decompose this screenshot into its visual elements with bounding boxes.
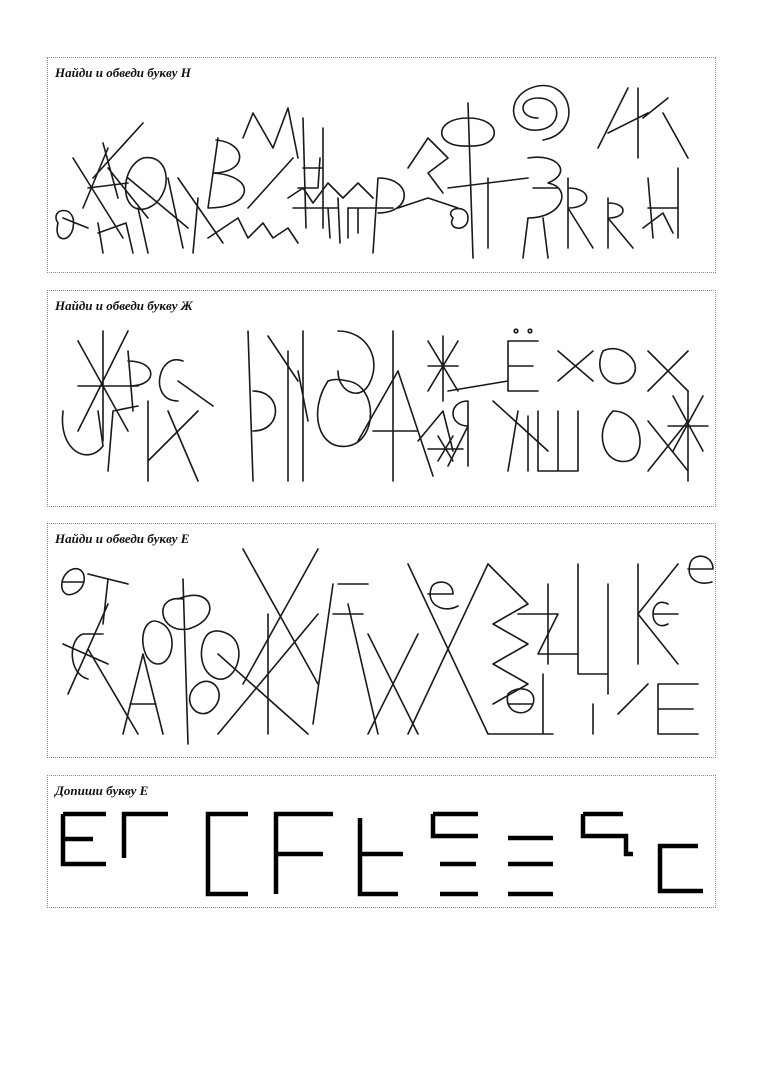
letter-puzzle-drawing[interactable] (48, 291, 715, 506)
exercise-title: Допиши букву Е (55, 783, 149, 798)
exercise-panel-find-zh (47, 290, 716, 507)
exercise-title: Найди и обведи букву Е (55, 531, 190, 546)
exercise-title: Найди и обведи букву Ж (55, 298, 193, 313)
exercise-panel-find-n (47, 57, 716, 273)
letter-puzzle-drawing[interactable] (48, 58, 715, 272)
exercise-panel-complete-e (47, 775, 716, 908)
exercise-panel-find-e (47, 523, 716, 758)
exercise-title: Найди и обведи букву Н (55, 65, 191, 80)
letter-puzzle-drawing[interactable] (48, 524, 715, 757)
letter-completion-drawing[interactable] (48, 776, 715, 907)
